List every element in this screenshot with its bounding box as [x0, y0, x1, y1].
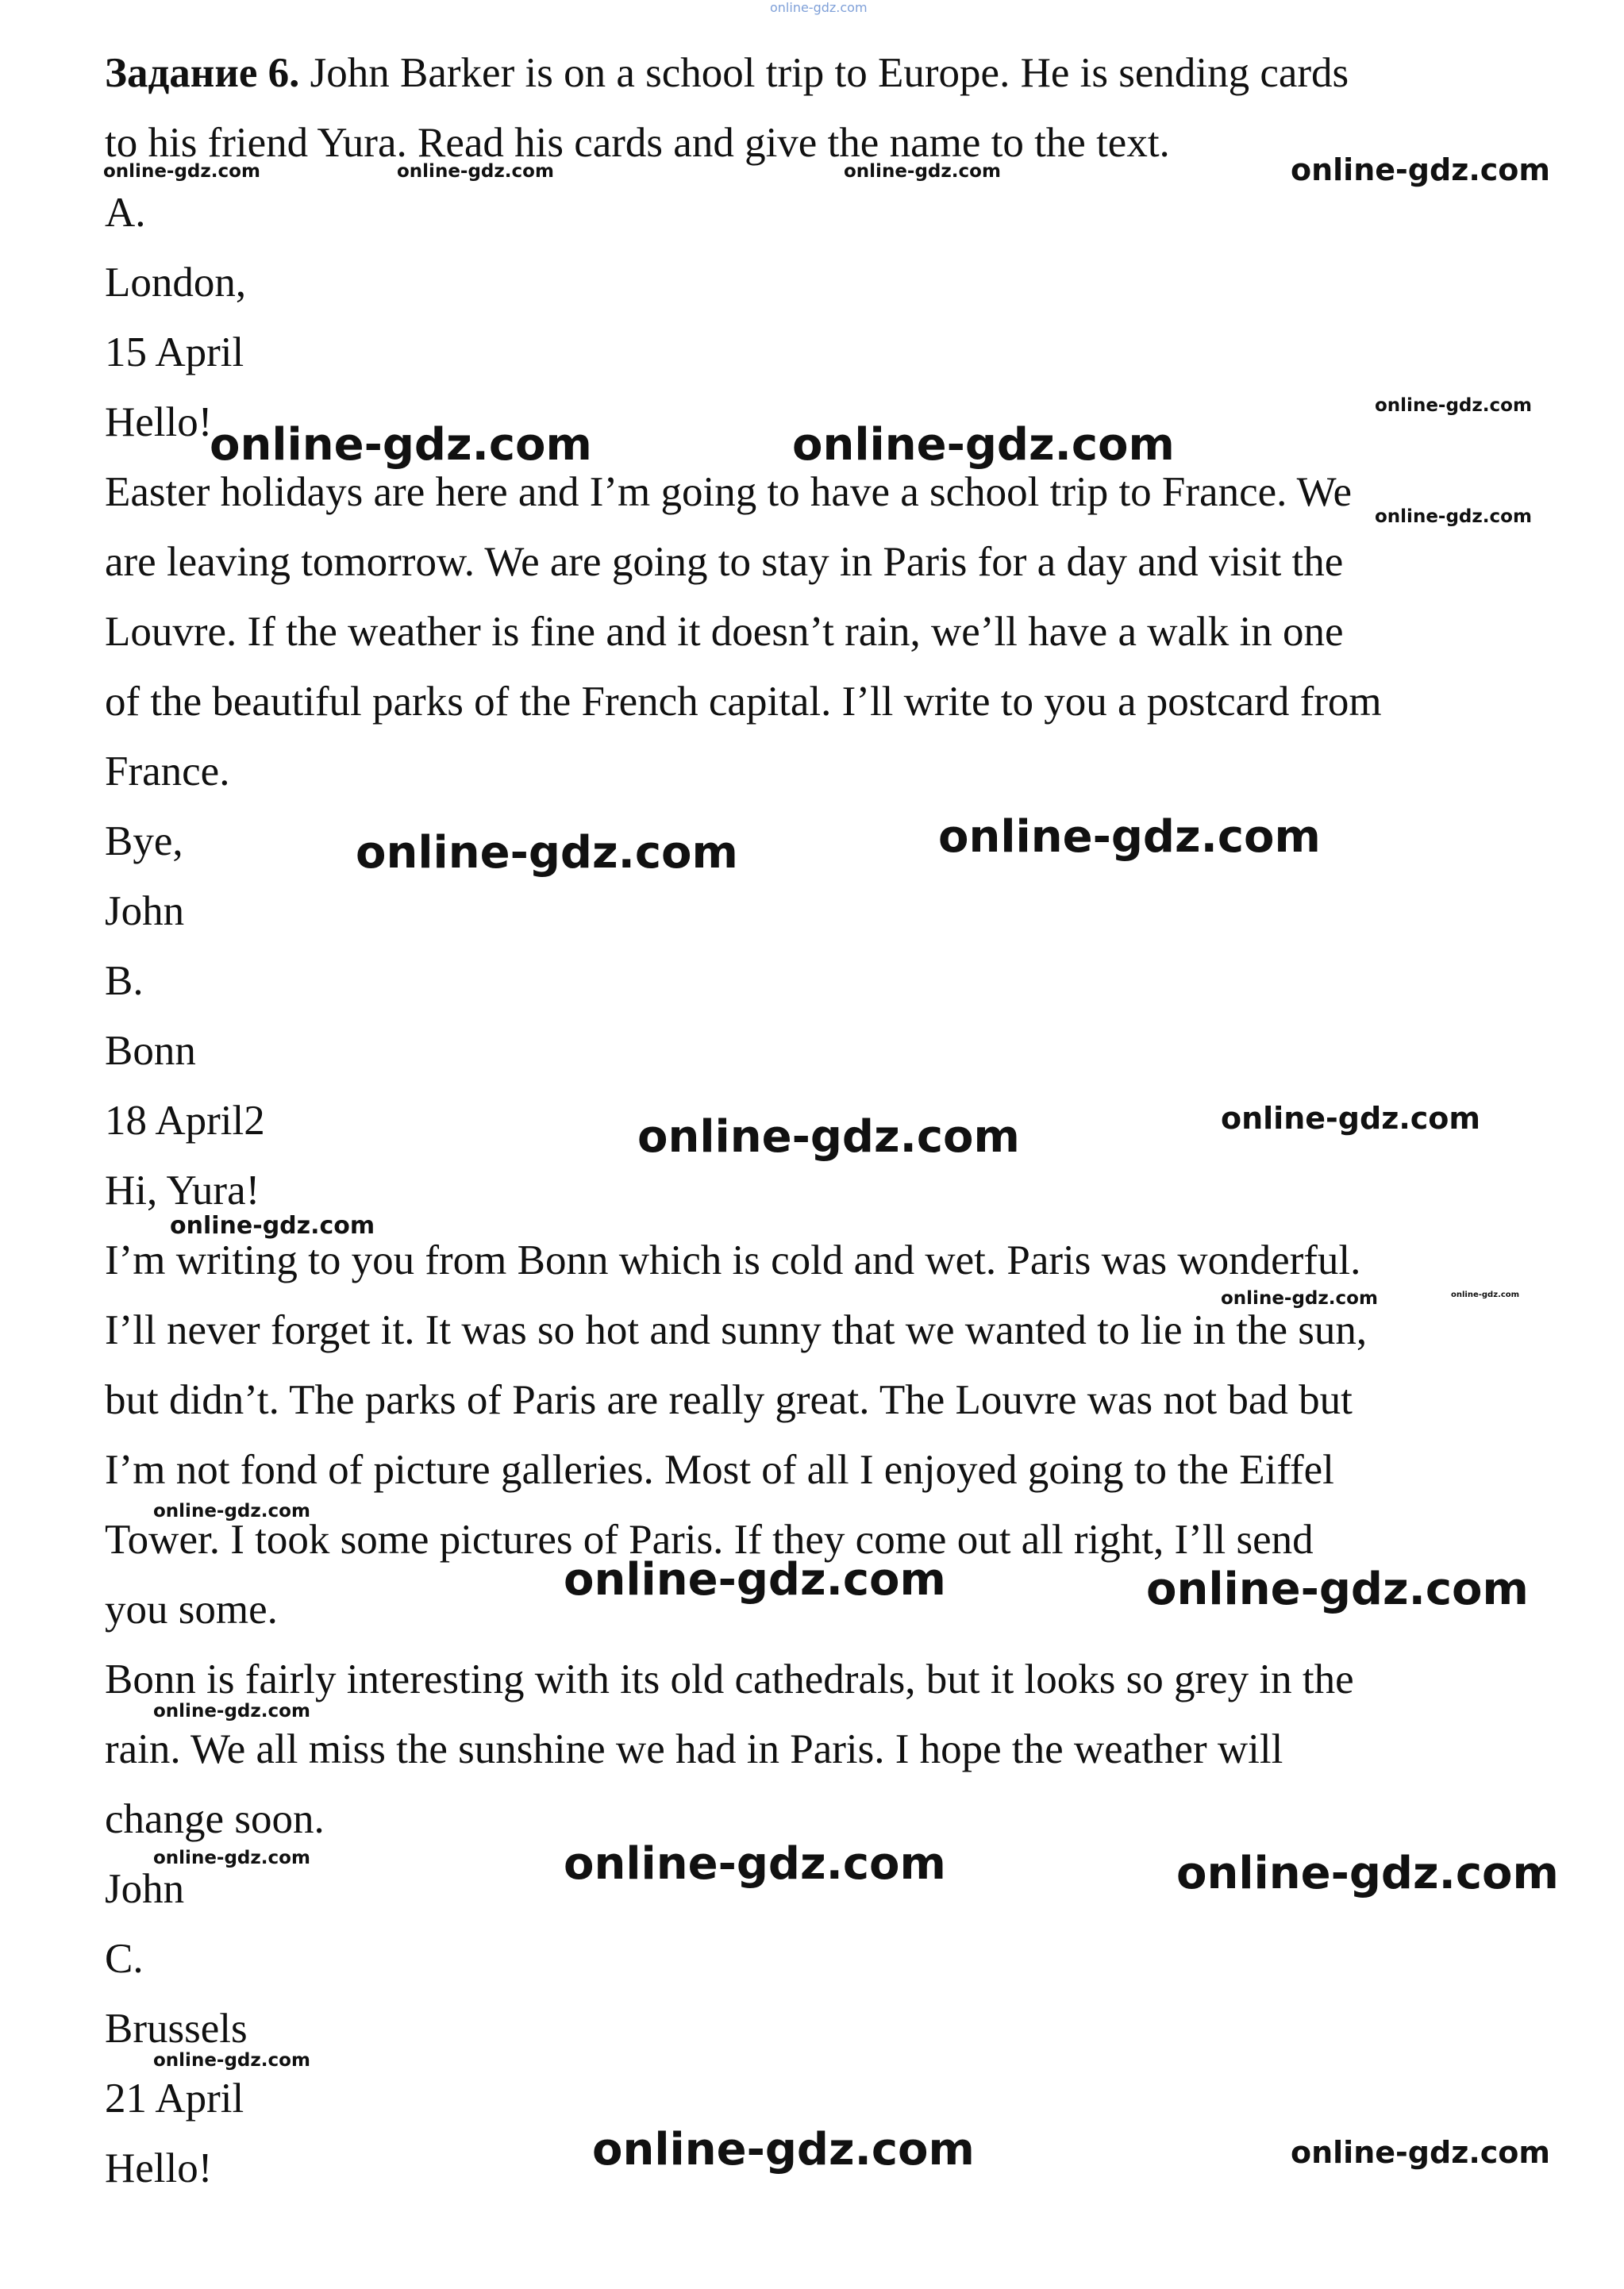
watermark: online-gdz.com: [1176, 1848, 1559, 1899]
watermark: online-gdz.com: [356, 827, 738, 879]
watermark: online-gdz.com: [637, 1111, 1020, 1163]
card-c-greeting: Hello!: [105, 2145, 213, 2191]
card-b-body-line: Bonn is fairly interesting with its old cathedrals, but it looks so grey in the: [105, 1656, 1354, 1702]
header-watermark: online-gdz.com: [770, 0, 868, 15]
card-a-city: London,: [105, 260, 247, 306]
watermark: online-gdz.com: [564, 1838, 946, 1890]
card-b-body-line: Tower. I took some pictures of Paris. If they come out all right, I’ll send: [105, 1517, 1314, 1563]
card-a-body-line: Louvre. If the weather is fine and it doesn’t rain, we’ll have a walk in one: [105, 609, 1344, 655]
watermark: online-gdz.com: [1375, 395, 1532, 416]
card-a-body-line: are leaving tomorrow. We are going to stay in Paris for a day and visit the: [105, 539, 1344, 585]
card-c-letter: C.: [105, 1936, 144, 1982]
card-b-letter: B.: [105, 958, 144, 1004]
card-a-greeting: Hello!: [105, 399, 213, 445]
card-b-body-line: rain. We all miss the sunshine we had in Paris. I hope the weather will: [105, 1726, 1283, 1772]
task-intro: John Barker is on a school trip to Europe. He is sending cards: [299, 50, 1349, 96]
card-b-city: Bonn: [105, 1028, 196, 1074]
watermark: online-gdz.com: [1291, 2135, 1550, 2170]
card-a-date: 15 April: [105, 329, 244, 375]
watermark: online-gdz.com: [210, 419, 592, 471]
watermark: online-gdz.com: [938, 811, 1321, 863]
card-b-body-line: I’m not fond of picture galleries. Most of all I enjoyed going to the Eiffel: [105, 1447, 1334, 1493]
watermark: online-gdz.com: [844, 161, 1001, 182]
card-a-body-line: of the beautiful parks of the French capital. I’ll write to you a postcard from: [105, 679, 1382, 725]
card-b-signature: John: [105, 1866, 185, 1912]
watermark: online-gdz.com: [153, 1501, 310, 1522]
card-a-signature: John: [105, 888, 185, 934]
card-a-letter: A.: [105, 190, 146, 236]
card-c-date: 21 April: [105, 2075, 244, 2122]
watermark: online-gdz.com: [153, 2050, 310, 2071]
card-a-closing: Bye,: [105, 818, 183, 864]
card-b-body-line: I’ll never forget it. It was so hot and sunny that we wanted to lie in the sun,: [105, 1307, 1368, 1353]
watermark: online-gdz.com: [1221, 1288, 1378, 1309]
watermark: online-gdz.com: [397, 161, 554, 182]
card-a-body-line: Easter holidays are here and I’m going to have a school trip to France. We: [105, 469, 1352, 515]
task-label: Задание 6.: [105, 50, 300, 96]
watermark: online-gdz.com: [1291, 152, 1550, 187]
watermark: online-gdz.com: [592, 2124, 975, 2176]
card-b-body-line: you some.: [105, 1587, 278, 1633]
task-line-2: to his friend Yura. Read his cards and give the name to the text.: [105, 120, 1170, 166]
watermark: online-gdz.com: [170, 1212, 375, 1240]
card-b-greeting: Hi, Yura!: [105, 1168, 260, 1214]
card-c-city: Brussels: [105, 2006, 248, 2052]
card-b-body-line: but didn’t. The parks of Paris are really great. The Louvre was not bad but: [105, 1377, 1353, 1423]
watermark: online-gdz.com: [153, 1848, 310, 1868]
watermark: online-gdz.com: [1375, 506, 1532, 527]
card-b-body-line: change soon.: [105, 1796, 325, 1842]
watermark: online-gdz.com: [1221, 1101, 1480, 1136]
card-b-body-line: I’m writing to you from Bonn which is cold and wet. Paris was wonderful.: [105, 1237, 1361, 1283]
watermark: online-gdz.com: [792, 419, 1175, 471]
watermark: online-gdz.com: [103, 161, 260, 182]
task-line-1: [105, 49, 1349, 97]
card-a-body-line: France.: [105, 748, 230, 794]
watermark: online-gdz.com: [1451, 1291, 1520, 1299]
watermark: online-gdz.com: [564, 1554, 946, 1606]
watermark: online-gdz.com: [1146, 1564, 1529, 1615]
watermark: online-gdz.com: [153, 1701, 310, 1722]
card-b-date: 18 April2: [105, 1098, 265, 1144]
